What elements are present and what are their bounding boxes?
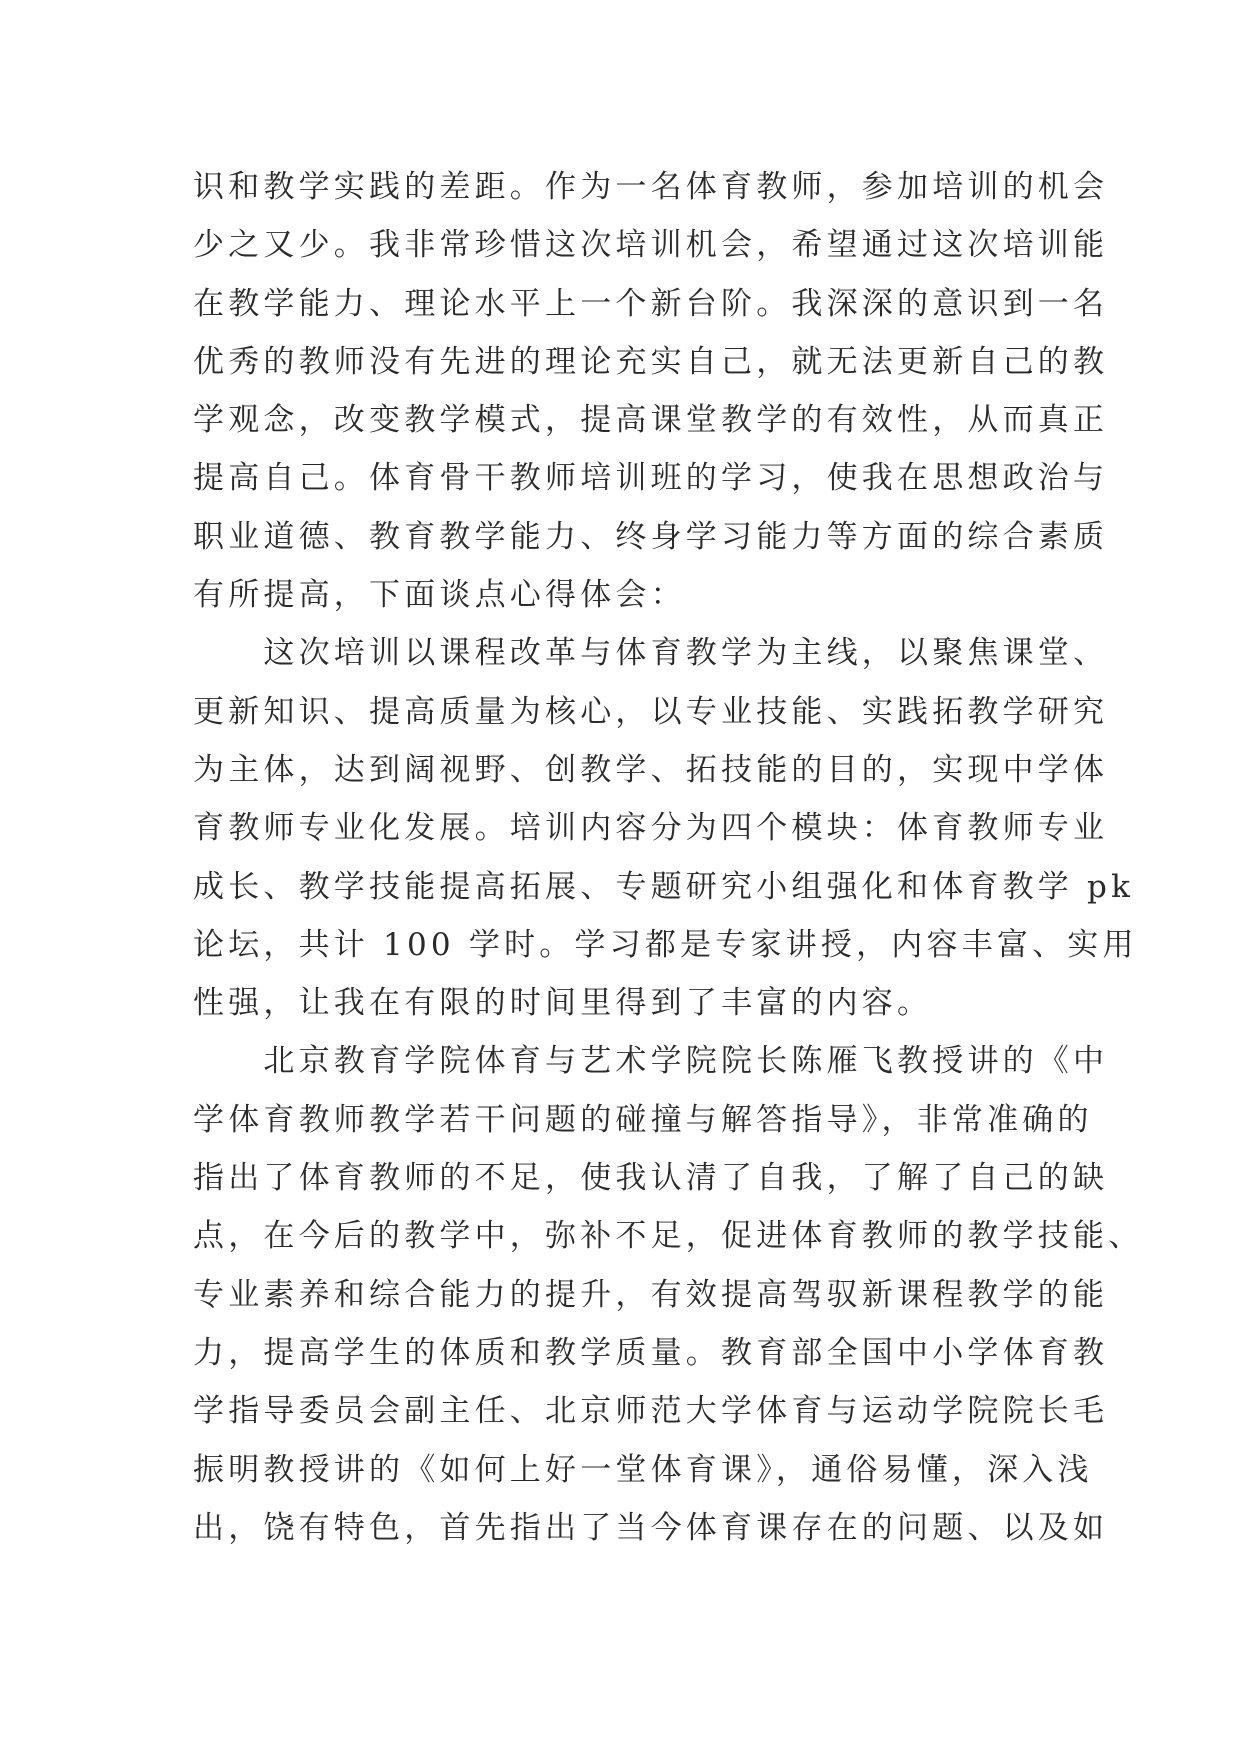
text-line: 识和教学实践的差距。作为一名体育教师，参加培训的机会 <box>193 169 1109 205</box>
text-line: 性强，让我在有限的时间里得到了丰富的内容。 <box>193 985 933 1022</box>
text-line: 振明教授讲的《如何上好一堂体育课》，通俗易懂，深入浅 <box>193 1451 1093 1488</box>
text-line: 育教师专业化发展。培训内容分为四个模块：体育教师专业 <box>193 810 1109 847</box>
text-line: 论坛，共计 100 学时。学习都是专家讲授，内容丰富、实用 <box>193 926 1138 963</box>
text-line: 北京教育学院体育与艺术学院院长陈雁飞教授讲的《中 <box>193 1043 1109 1080</box>
text-line: 学体育教师教学若干问题的碰撞与解答指导》，非常准确的 <box>193 1101 1093 1138</box>
text-line: 为主体，达到阔视野、创教学、拓技能的目的，实现中学体 <box>193 751 1109 788</box>
text-line: 出，饶有特色，首先指出了当今体育课存在的问题、以及如 <box>193 1509 1109 1546</box>
text-line: 指出了体育教师的不足，使我认清了自我，了解了自己的缺 <box>193 1160 1109 1197</box>
body-text <box>193 158 1144 1557</box>
text-line: 学观念，改变教学模式，提高课堂教学的有效性，从而真正 <box>193 402 1109 439</box>
text-line: 提高自己。体育骨干教师培训班的学习，使我在思想政治与 <box>193 460 1109 497</box>
text-line: 成长、教学技能提高拓展、专题研究小组强化和体育教学 pk <box>193 868 1135 905</box>
text-line: 学指导委员会副主任、北京师范大学体育与运动学院院长毛 <box>193 1393 1109 1430</box>
text-line: 这次培训以课程改革与体育教学为主线，以聚焦课堂、 <box>193 635 1109 672</box>
text-line: 优秀的教师没有先进的理论充实自己，就无法更新自己的教 <box>193 343 1109 380</box>
text-line: 少之又少。我非常珍惜这次培训机会，希望通过这次培训能 <box>193 227 1109 264</box>
text-line: 有所提高，下面谈点心得体会： <box>193 577 686 614</box>
text-line: 职业道德、教育教学能力、终身学习能力等方面的综合素质 <box>193 518 1109 555</box>
text-line: 力，提高学生的体质和教学质量。教育部全国中小学体育教 <box>193 1334 1109 1371</box>
text-line: 更新知识、提高质量为核心，以专业技能、实践拓教学研究 <box>193 693 1109 730</box>
text-line: 在教学能力、理论水平上一个新台阶。我深深的意识到一名 <box>193 285 1109 322</box>
text-line: 点，在今后的教学中，弥补不足，促进体育教师的教学技能、 <box>193 1218 1144 1255</box>
text-line: 专业素养和综合能力的提升，有效提高驾驭新课程教学的能 <box>193 1276 1109 1313</box>
